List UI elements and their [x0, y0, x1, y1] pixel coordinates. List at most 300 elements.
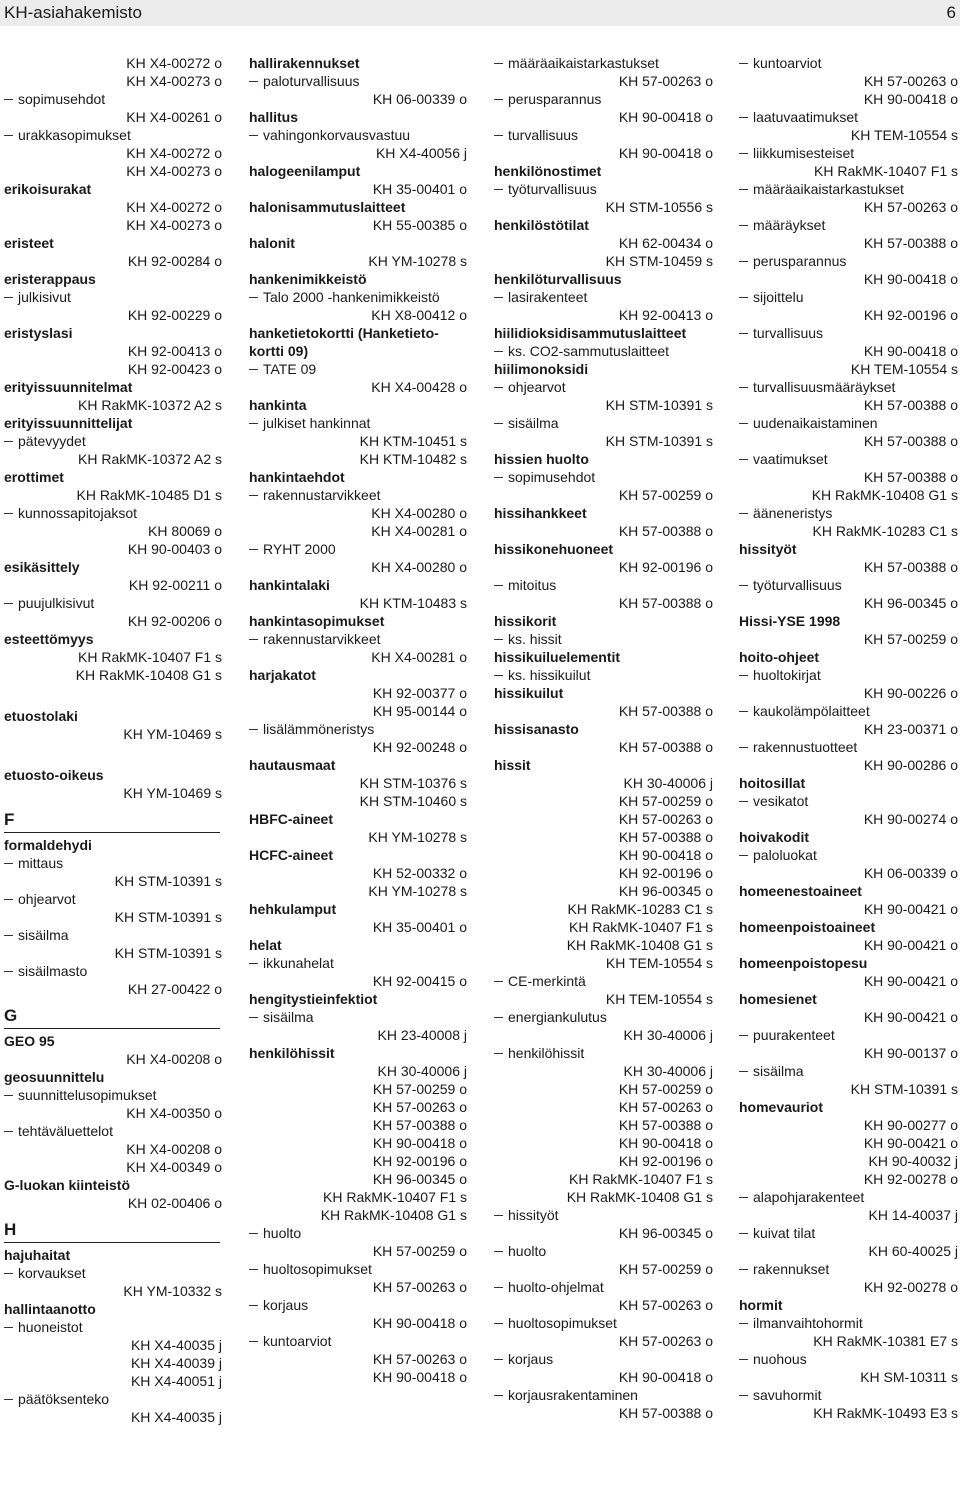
document-reference: KH SM-10311 s [860, 1369, 958, 1385]
index-term: GEO 95 [4, 1033, 55, 1049]
spacer [4, 743, 222, 766]
document-reference: KH RakMK-10407 F1 s [569, 919, 713, 935]
document-reference: KH 92-00196 o [372, 1153, 467, 1169]
index-term: hankintasopimukset [249, 613, 385, 629]
document-reference: KH 92-00377 o [372, 685, 467, 701]
document-reference: KH 57-00263 o [372, 1351, 467, 1367]
index-term: halonit [249, 235, 295, 251]
index-subterm: korvaukset [4, 1264, 222, 1282]
index-subterm: sopimusehdot [4, 90, 222, 108]
document-reference: KH 30-40006 j [623, 1063, 713, 1079]
document-reference: KH 92-00196 o [618, 865, 713, 881]
index-term: etuostolaki [4, 708, 78, 724]
index-subterm: RYHT 2000 [249, 540, 467, 558]
document-reference: KH 90-00286 o [863, 757, 958, 773]
index-subterm: paloluokat [739, 846, 958, 864]
index-term: hallirakennukset [249, 55, 360, 71]
document-reference: KH RakMK-10407 F1 s [78, 649, 222, 665]
document-reference: KH RakMK-10408 G1 s [566, 1189, 713, 1205]
index-column-2 [249, 54, 467, 1386]
document-reference: KH 23-40008 j [377, 1027, 467, 1043]
document-reference: KH 57-00263 o [863, 73, 958, 89]
document-reference: KH X4-00428 o [371, 379, 467, 395]
document-reference: KH KTM-10482 s [359, 451, 467, 467]
document-reference: KH 90-00226 o [863, 685, 958, 701]
index-term: formaldehydi [4, 837, 92, 853]
index-subterm: perusparannus [739, 252, 958, 270]
index-subterm: lisälämmöneristys [249, 720, 467, 738]
document-reference: KH 90-00274 o [863, 811, 958, 827]
document-reference: KH YM-10332 s [123, 1283, 222, 1299]
document-reference: KH 62-00434 o [618, 235, 713, 251]
spacer [4, 684, 222, 707]
document-reference: KH 92-00196 o [618, 1153, 713, 1169]
index-subterm: kuntoarviot [739, 54, 958, 72]
index-term: henkilöhissit [249, 1045, 335, 1061]
index-subterm: huoltosopimukset [249, 1260, 467, 1278]
document-reference: KH X4-00281 o [371, 649, 467, 665]
document-reference: KH X4-40035 j [130, 1337, 222, 1353]
document-reference: KH 57-00388 o [863, 433, 958, 449]
document-reference: KH 55-00385 o [372, 217, 467, 233]
document-reference: KH 92-00206 o [127, 613, 222, 629]
index-subterm: työturvallisuus [739, 576, 958, 594]
index-term: eristerappaus [4, 271, 96, 287]
index-subterm: nuohous [739, 1350, 958, 1368]
index-subterm: lasirakenteet [494, 288, 713, 306]
document-reference: KH 57-00388 o [863, 469, 958, 485]
document-reference: KH 90-00421 o [863, 937, 958, 953]
index-term: hoito-ohjeet [739, 649, 820, 665]
index-subterm: huolto-ohjelmat [494, 1278, 713, 1296]
page-header [0, 0, 960, 26]
index-subterm: ilmanvaihtohormit [739, 1314, 958, 1332]
section-letter-text: H [4, 1220, 17, 1239]
document-reference: KH X4-00349 o [126, 1159, 222, 1175]
section-letter [4, 1212, 222, 1246]
index-subterm: tehtäväluettelot [4, 1122, 222, 1140]
document-reference: KH KTM-10483 s [359, 595, 467, 611]
document-reference: KH YM-10278 s [368, 253, 467, 269]
document-reference: KH X4-40056 j [375, 145, 467, 161]
document-reference: KH RakMK-10283 C1 s [812, 523, 958, 539]
section-letter [4, 998, 222, 1032]
index-term: homeenpoistoaineet [739, 919, 876, 935]
section-letter [4, 802, 222, 836]
document-reference: KH 57-00388 o [618, 595, 713, 611]
index-subterm: kunnossapitojaksot [4, 504, 222, 522]
document-reference: KH TEM-10554 s [605, 991, 713, 1007]
document-reference: KH 57-00263 o [618, 811, 713, 827]
document-reference: KH TEM-10554 s [605, 955, 713, 971]
document-reference: KH X4-40035 j [130, 1409, 222, 1425]
document-reference: KH 57-00259 o [618, 1261, 713, 1277]
document-reference: KH 30-40006 j [377, 1063, 467, 1079]
index-subterm: TATE 09 [249, 360, 467, 378]
document-reference: KH 90-00418 o [372, 1369, 467, 1385]
index-subterm: työturvallisuus [494, 180, 713, 198]
document-reference: KH X4-00272 o [126, 199, 222, 215]
index-term: esteettömyys [4, 631, 94, 647]
index-term: halogeenilamput [249, 163, 361, 179]
index-subterm: rakennustarvikkeet [249, 486, 467, 504]
index-subterm: määräaikaistarkastukset [739, 180, 958, 198]
index-subterm: puurakenteet [739, 1026, 958, 1044]
document-reference: KH 90-00421 o [863, 1009, 958, 1025]
index-term: Hissi-YSE 1998 [739, 613, 841, 629]
index-term: hoivakodit [739, 829, 810, 845]
document-reference: KH 23-00371 o [863, 721, 958, 737]
document-reference: KH 57-00263 o [618, 1297, 713, 1313]
document-reference: KH 57-00259 o [372, 1243, 467, 1259]
index-subterm: ohjearvot [4, 890, 222, 908]
index-subterm: huoltokirjat [739, 666, 958, 684]
index-term: kortti 09) [249, 343, 309, 359]
document-reference: KH RakMK-10408 G1 s [566, 937, 713, 953]
document-reference: KH RakMK-10372 A2 s [78, 397, 222, 413]
document-reference: KH 52-00332 o [372, 865, 467, 881]
index-term: etuosto-oikeus [4, 767, 104, 783]
document-reference: KH 57-00388 o [618, 829, 713, 845]
index-term: halonisammutuslaitteet [249, 199, 406, 215]
document-reference: KH 30-40006 j [623, 775, 713, 791]
document-reference: KH 92-00278 o [863, 1171, 958, 1187]
index-term: hiilimonoksidi [494, 361, 589, 377]
index-term: hissihankkeet [494, 505, 587, 521]
index-term: hissityöt [739, 541, 797, 557]
document-reference: KH 92-00415 o [372, 973, 467, 989]
index-term: hankinta [249, 397, 307, 413]
index-term: harjakatot [249, 667, 316, 683]
index-subterm: perusparannus [494, 90, 713, 108]
document-reference: KH KTM-10451 s [359, 433, 467, 449]
index-subterm: turvallisuusmääräykset [739, 378, 958, 396]
index-subterm: vaatimukset [739, 450, 958, 468]
index-subterm: henkilöhissit [494, 1044, 713, 1062]
document-reference: KH 57-00259 o [863, 631, 958, 647]
index-subterm: huolto [249, 1224, 467, 1242]
index-subterm: savuhormit [739, 1386, 958, 1404]
document-reference: KH 90-00403 o [127, 541, 222, 557]
document-reference: KH RakMK-10407 F1 s [569, 1171, 713, 1187]
document-reference: KH YM-10469 s [123, 726, 222, 742]
document-reference: KH 57-00263 o [863, 199, 958, 215]
index-term: hissisanasto [494, 721, 579, 737]
index-subterm: rakennukset [739, 1260, 958, 1278]
document-reference: KH RakMK-10407 F1 s [323, 1189, 467, 1205]
index-subterm: Talo 2000 -hankenimikkeistö [249, 288, 467, 306]
document-reference: KH 57-00263 o [618, 1099, 713, 1115]
document-reference: KH X4-00261 o [126, 109, 222, 125]
document-reference: KH RakMK-10408 G1 s [320, 1207, 467, 1223]
document-reference: KH 02-00406 o [127, 1195, 222, 1211]
index-column-1 [4, 54, 222, 1426]
document-reference: KH 30-40006 j [623, 1027, 713, 1043]
document-reference: KH RakMK-10407 F1 s [814, 163, 958, 179]
document-reference: KH 57-00388 o [863, 235, 958, 251]
index-term: hormit [739, 1297, 783, 1313]
document-reference: KH 57-00259 o [618, 793, 713, 809]
document-reference: KH STM-10391 s [605, 397, 713, 413]
index-term: hissikuiluelementit [494, 649, 621, 665]
document-reference: KH 57-00388 o [372, 1117, 467, 1133]
document-reference: KH STM-10556 s [605, 199, 713, 215]
document-reference: KH STM-10376 s [359, 775, 467, 791]
index-term: hautausmaat [249, 757, 336, 773]
index-term: erityissuunnitelmat [4, 379, 133, 395]
document-reference: KH 90-00418 o [618, 145, 713, 161]
document-reference: KH X4-00208 o [126, 1051, 222, 1067]
document-reference: KH RakMK-10372 A2 s [78, 451, 222, 467]
document-reference: KH RakMK-10493 E3 s [813, 1405, 958, 1421]
document-reference: KH 57-00259 o [618, 1081, 713, 1097]
document-reference: KH 57-00263 o [618, 1333, 713, 1349]
document-reference: KH 06-00339 o [372, 91, 467, 107]
index-term: hissien huolto [494, 451, 589, 467]
document-reference: KH RakMK-10381 E7 s [813, 1333, 958, 1349]
index-term: hanketietokortti (Hanketieto- [249, 325, 439, 341]
document-reference: KH 92-00229 o [127, 307, 222, 323]
document-reference: KH 95-00144 o [372, 703, 467, 719]
index-subterm: paloturvallisuus [249, 72, 467, 90]
index-subterm: pätevyydet [4, 432, 222, 450]
document-reference: KH YM-10469 s [123, 785, 222, 801]
document-reference: KH 90-00418 o [863, 343, 958, 359]
index-subterm: ks. CO2-sammutuslaitteet [494, 342, 713, 360]
index-term: hajuhaitat [4, 1247, 71, 1263]
index-term: helat [249, 937, 282, 953]
index-term: henkilöturvallisuus [494, 271, 622, 287]
document-reference: KH STM-10391 s [114, 909, 222, 925]
document-reference: KH 96-00345 o [618, 883, 713, 899]
index-subterm: huolto [494, 1242, 713, 1260]
document-reference: KH 90-00421 o [863, 1135, 958, 1151]
index-subterm: turvallisuus [739, 324, 958, 342]
index-subterm: määräykset [739, 216, 958, 234]
document-reference: KH 90-40032 j [868, 1153, 958, 1169]
index-subterm: alapohjarakenteet [739, 1188, 958, 1206]
document-reference: KH 14-40037 j [868, 1207, 958, 1223]
index-subterm: uudenaikaistaminen [739, 414, 958, 432]
index-subterm: kuivat tilat [739, 1224, 958, 1242]
document-reference: KH 35-00401 o [372, 919, 467, 935]
index-term: hankintaehdot [249, 469, 345, 485]
document-reference: KH 92-00196 o [863, 307, 958, 323]
document-reference: KH X4-00208 o [126, 1141, 222, 1157]
index-subterm: sisäilmasto [4, 962, 222, 980]
document-reference: KH 57-00388 o [618, 523, 713, 539]
document-reference: KH YM-10278 s [368, 883, 467, 899]
document-reference: KH X4-00272 o [126, 145, 222, 161]
index-subterm: korjausrakentaminen [494, 1386, 713, 1404]
document-reference: KH 80069 o [148, 523, 222, 539]
document-reference: KH 57-00388 o [618, 703, 713, 719]
index-term: henkilöstötilat [494, 217, 589, 233]
index-subterm: hissityöt [494, 1206, 713, 1224]
index-subterm: kuntoarviot [249, 1332, 467, 1350]
index-subterm: ohjearvot [494, 378, 713, 396]
page-title: KH-asiahakemisto [4, 3, 142, 22]
document-reference: KH STM-10459 s [605, 253, 713, 269]
index-term: hankenimikkeistö [249, 271, 367, 287]
index-subterm: päätöksenteko [4, 1390, 222, 1408]
index-subterm: rakennustuotteet [739, 738, 958, 756]
index-term: homeenestoaineet [739, 883, 862, 899]
index-subterm: ikkunahelat [249, 954, 467, 972]
document-reference: KH 90-00418 o [618, 109, 713, 125]
index-term: hissikuilut [494, 685, 564, 701]
document-reference: KH X4-00350 o [126, 1105, 222, 1121]
index-term: henkilönostimet [494, 163, 602, 179]
index-term: geosuunnittelu [4, 1069, 105, 1085]
index-subterm: mitoitus [494, 576, 713, 594]
index-term: G-luokan kiinteistö [4, 1177, 131, 1193]
index-subterm: ääneneristys [739, 504, 958, 522]
index-subterm: kaukolämpölaitteet [739, 702, 958, 720]
index-subterm: sisäilma [4, 926, 222, 944]
index-subterm: huoltosopimukset [494, 1314, 713, 1332]
document-reference: KH RakMK-10408 G1 s [811, 487, 958, 503]
document-reference: KH 96-00345 o [863, 595, 958, 611]
index-subterm: sijoittelu [739, 288, 958, 306]
document-reference: KH X4-40051 j [130, 1373, 222, 1389]
document-reference: KH YM-10278 s [368, 829, 467, 845]
index-term: erikoisurakat [4, 181, 92, 197]
index-term: homevauriot [739, 1099, 824, 1115]
document-reference: KH 57-00259 o [372, 1081, 467, 1097]
index-term: eristyslasi [4, 325, 73, 341]
index-term: hissit [494, 757, 531, 773]
index-subterm: rakennustarvikkeet [249, 630, 467, 648]
index-subterm: puujulkisivut [4, 594, 222, 612]
document-reference: KH 57-00388 o [618, 1117, 713, 1133]
document-reference: KH 92-00248 o [372, 739, 467, 755]
document-reference: KH X4-40039 j [130, 1355, 222, 1371]
index-term: hankintalaki [249, 577, 330, 593]
document-reference: KH 06-00339 o [863, 865, 958, 881]
index-subterm: mittaus [4, 854, 222, 872]
index-subterm: määräaikaistarkastukset [494, 54, 713, 72]
index-term: homeenpoistopesu [739, 955, 868, 971]
document-reference: KH 96-00345 o [618, 1225, 713, 1241]
document-reference: KH 90-00418 o [372, 1135, 467, 1151]
document-reference: KH STM-10391 s [605, 433, 713, 449]
document-reference: KH 90-00421 o [863, 901, 958, 917]
document-reference: KH X4-00281 o [371, 523, 467, 539]
document-reference: KH X4-00280 o [371, 559, 467, 575]
index-term: hengitystieinfektiot [249, 991, 378, 1007]
document-reference: KH 57-00388 o [618, 1405, 713, 1421]
index-subterm: liikkumisesteiset [739, 144, 958, 162]
document-reference: KH 60-40025 j [868, 1243, 958, 1259]
index-term: hehkulamput [249, 901, 337, 917]
index-subterm: energiankulutus [494, 1008, 713, 1026]
document-reference: KH 90-00277 o [863, 1117, 958, 1133]
index-subterm: urakkasopimukset [4, 126, 222, 144]
document-reference: KH 57-00388 o [618, 739, 713, 755]
index-term: hallitus [249, 109, 299, 125]
page-number: 6 [946, 3, 956, 22]
index-column-4 [739, 54, 958, 1422]
index-subterm: huoneistot [4, 1318, 222, 1336]
document-reference: KH 92-00413 o [618, 307, 713, 323]
document-reference: KH 35-00401 o [372, 181, 467, 197]
document-reference: KH 90-00421 o [863, 973, 958, 989]
index-subterm: julkiset hankinnat [249, 414, 467, 432]
document-reference: KH X4-00272 o [126, 55, 222, 71]
document-reference: KH TEM-10554 s [850, 127, 958, 143]
index-subterm: julkisivut [4, 288, 222, 306]
document-reference: KH 92-00196 o [618, 559, 713, 575]
index-subterm: vahingonkorvausvastuu [249, 126, 467, 144]
document-reference: KH X8-00412 o [371, 307, 467, 323]
document-reference: KH X4-00273 o [126, 217, 222, 233]
document-reference: KH 90-00418 o [618, 1369, 713, 1385]
section-letter-text: F [4, 810, 15, 829]
index-term: erityissuunnittelijat [4, 415, 133, 431]
index-column-3 [494, 54, 713, 1422]
document-reference: KH 90-00418 o [863, 91, 958, 107]
index-subterm: sisäilma [739, 1062, 958, 1080]
index-term: hoitosillat [739, 775, 806, 791]
index-term: hiilidioksidisammutuslaitteet [494, 325, 687, 341]
index-subterm: ks. hissit [494, 630, 713, 648]
document-reference: KH 57-00259 o [618, 487, 713, 503]
index-term: homesienet [739, 991, 817, 1007]
document-reference: KH RakMK-10408 G1 s [75, 667, 222, 683]
index-subterm: sopimusehdot [494, 468, 713, 486]
document-reference: KH TEM-10554 s [850, 361, 958, 377]
document-reference: KH 90-00418 o [372, 1315, 467, 1331]
index-term: hissikorit [494, 613, 557, 629]
document-reference: KH 57-00263 o [372, 1099, 467, 1115]
document-reference: KH 92-00423 o [127, 361, 222, 377]
index-subterm: korjaus [249, 1296, 467, 1314]
document-reference: KH RakMK-10485 D1 s [76, 487, 222, 503]
index-term: erottimet [4, 469, 64, 485]
document-reference: KH STM-10391 s [850, 1081, 958, 1097]
document-reference: KH 92-00211 o [128, 577, 222, 593]
document-reference: KH STM-10391 s [114, 945, 222, 961]
document-reference: KH X4-00273 o [126, 163, 222, 179]
document-reference: KH 90-00418 o [863, 271, 958, 287]
index-subterm: vesikatot [739, 792, 958, 810]
document-reference: KH RakMK-10283 C1 s [567, 901, 713, 917]
document-reference: KH 27-00422 o [127, 981, 222, 997]
document-reference: KH 90-00418 o [618, 847, 713, 863]
index-term: eristeet [4, 235, 54, 251]
index-subterm: sisäilma [494, 414, 713, 432]
document-reference: KH 57-00388 o [863, 559, 958, 575]
index-term: HCFC-aineet [249, 847, 334, 863]
index-term: hallintaanotto [4, 1301, 96, 1317]
document-reference: KH 57-00263 o [618, 73, 713, 89]
document-reference: KH 92-00278 o [863, 1279, 958, 1295]
document-reference: KH STM-10460 s [359, 793, 467, 809]
document-reference: KH X4-00280 o [371, 505, 467, 521]
index-subterm: CE-merkintä [494, 972, 713, 990]
index-subterm: sisäilma [249, 1008, 467, 1026]
index-subterm: laatuvaatimukset [739, 108, 958, 126]
index-subterm: turvallisuus [494, 126, 713, 144]
document-reference: KH 96-00345 o [372, 1171, 467, 1187]
document-reference: KH STM-10391 s [114, 873, 222, 889]
index-subterm: ks. hissikuilut [494, 666, 713, 684]
index-term: HBFC-aineet [249, 811, 334, 827]
document-reference: KH 57-00263 o [372, 1279, 467, 1295]
document-reference: KH 90-00418 o [618, 1135, 713, 1151]
index-subterm: suunnittelusopimukset [4, 1086, 222, 1104]
